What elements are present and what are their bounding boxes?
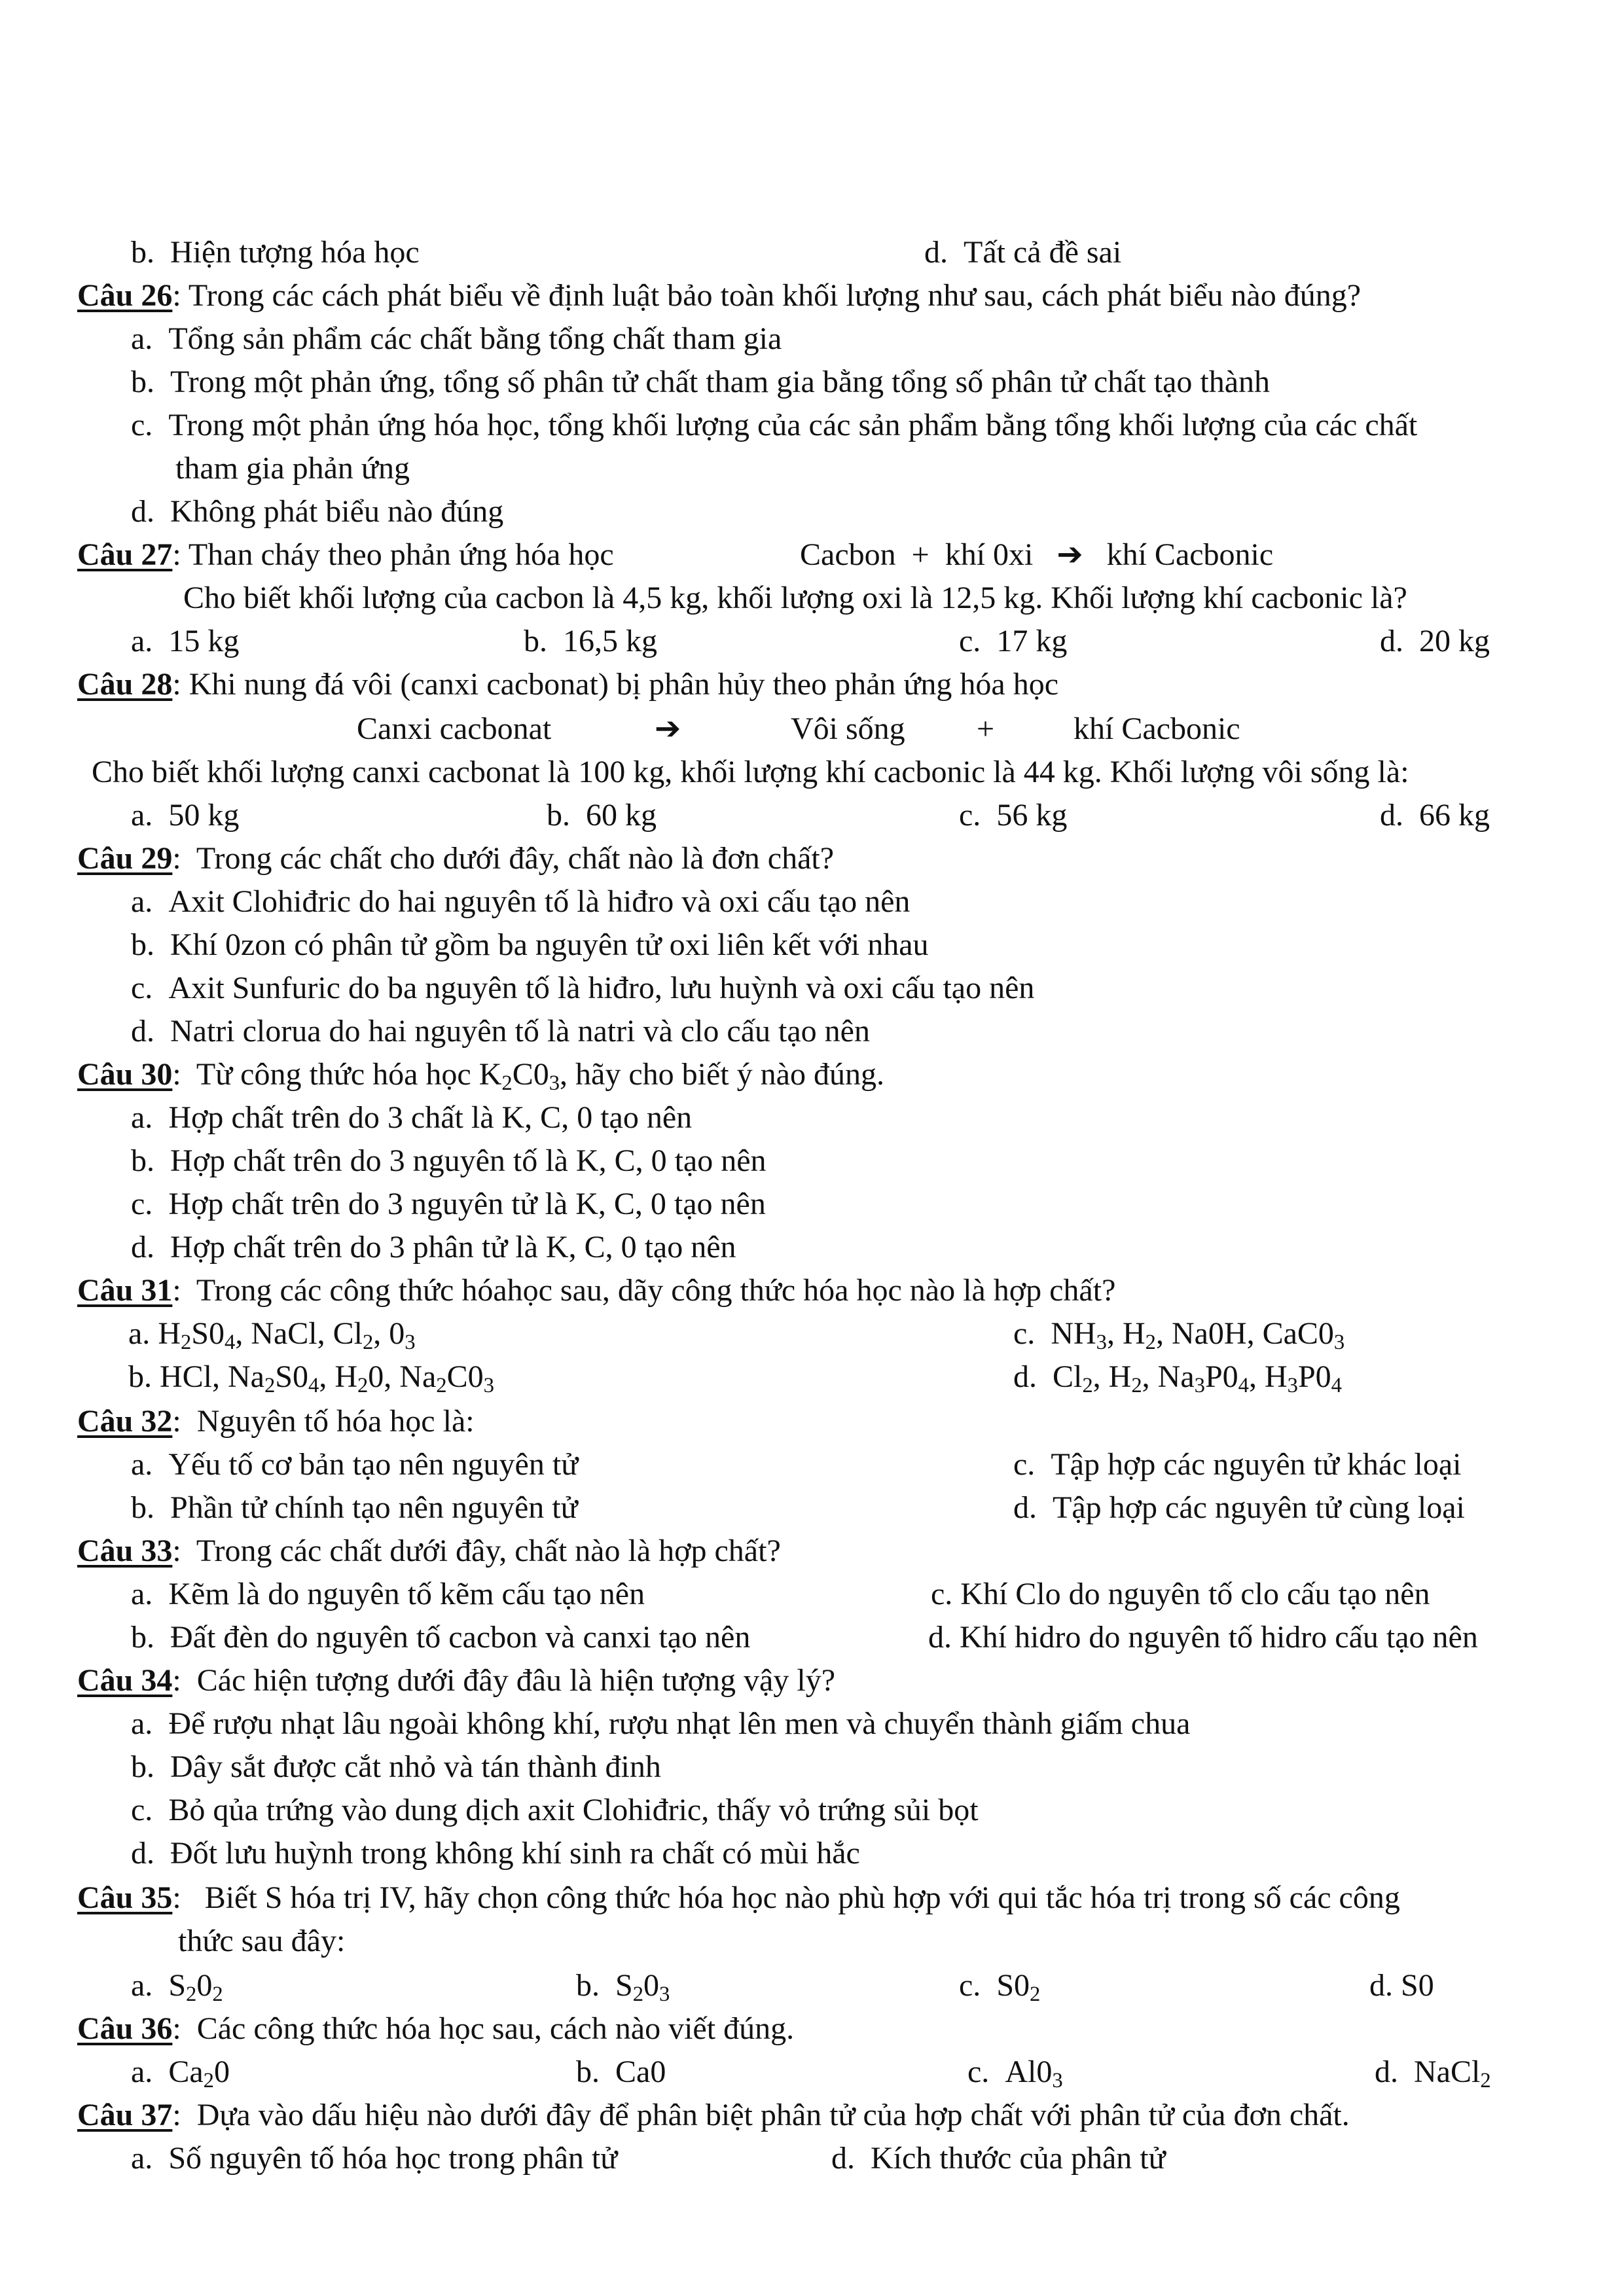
- question-text: : Từ công thức hóa học K: [172, 1057, 502, 1092]
- option-text: Hợp chất trên do 3 chất là K, C, 0 tạo nên: [168, 1100, 693, 1135]
- option-letter: a.: [131, 2141, 153, 2176]
- formula-part: , Na0H, CaC0: [1155, 1316, 1334, 1351]
- q29-option-b: [131, 929, 929, 961]
- q32-question: [77, 1406, 475, 1437]
- option-letter: b.: [131, 1749, 154, 1784]
- equation-product: Vôi sống: [791, 711, 905, 746]
- q34-option-c: [131, 1795, 979, 1826]
- q30-option-a: [131, 1102, 692, 1134]
- option-letter: b.: [131, 1490, 154, 1525]
- q30-option-b: [131, 1145, 767, 1177]
- subscript: 2: [436, 1374, 447, 1398]
- subscript: 4: [1238, 1374, 1249, 1398]
- q33-option-c: [931, 1579, 1430, 1610]
- question-label: Câu 26: [77, 278, 173, 313]
- option-text: Hợp chất trên do 3 nguyên tố là K, C, 0 tạo nên: [170, 1143, 767, 1178]
- option-letter: a.: [131, 321, 153, 356]
- formula-part: S0: [275, 1359, 308, 1394]
- equation-product: khí Cacbonic: [1106, 537, 1274, 572]
- q31-option-c: [1013, 1316, 1345, 1355]
- question-label: Câu 35: [77, 1880, 173, 1915]
- q28-option-b: [547, 800, 657, 831]
- q33-option-b: [131, 1622, 750, 1653]
- option-text: 16,5 kg: [563, 624, 657, 658]
- option-text: Tổng sản phẩm các chất bằng tổng chất tham gia: [168, 321, 782, 356]
- q35-option-b: [576, 1968, 670, 2007]
- formula-part: C0: [446, 1359, 484, 1394]
- option-letter: b.: [128, 1359, 152, 1394]
- option-letter: a.: [131, 798, 153, 833]
- subscript: 2: [1030, 1982, 1041, 2007]
- option-letter: d.: [131, 1230, 154, 1265]
- q29-question: [77, 843, 834, 874]
- option-letter: c.: [131, 971, 153, 1005]
- option-text: 50 kg: [168, 798, 240, 833]
- formula-part: 0: [196, 1968, 213, 2003]
- subscript: 4: [225, 1331, 236, 1355]
- option-letter: d.: [1375, 2054, 1398, 2089]
- subscript: 2: [180, 1331, 192, 1355]
- option-letter: d.: [131, 1836, 154, 1871]
- q34-question: [77, 1665, 835, 1696]
- formula-part: Cl: [1053, 1359, 1083, 1394]
- question-label: Câu 30: [77, 1057, 173, 1092]
- q31-option-d: [1013, 1359, 1342, 1398]
- formula-part: , H: [1092, 1359, 1132, 1394]
- formula-part: , H: [1248, 1359, 1288, 1394]
- question-label: Câu 27: [77, 537, 173, 572]
- subscript: 3: [659, 1982, 670, 2007]
- q35-option-a: [131, 1968, 223, 2007]
- formula-part: S0: [996, 1968, 1030, 2003]
- q28-eq-product-2: [1074, 713, 1240, 745]
- q27-equation: [800, 539, 1273, 571]
- option-text: Tập hợp các nguyên tử cùng loại: [1053, 1490, 1465, 1525]
- option-letter: a.: [131, 1577, 153, 1611]
- option-text: Hợp chất trên do 3 nguyên tử là K, C, 0 tạo nên: [168, 1187, 766, 1221]
- subscript: 3: [405, 1331, 416, 1355]
- q31-question: [77, 1275, 1115, 1306]
- option-letter: b.: [524, 624, 547, 658]
- question-label: Câu 36: [77, 2011, 173, 2046]
- q35-option-c: [959, 1968, 1041, 2007]
- q35-question-continued: [178, 1926, 345, 1957]
- q28-eq-reactant: [357, 713, 551, 745]
- option-letter: c.: [967, 2054, 990, 2089]
- option-letter: c.: [131, 408, 153, 442]
- formula-part: H: [158, 1316, 181, 1351]
- option-letter: d.: [1013, 1490, 1037, 1525]
- subscript: 4: [1331, 1374, 1342, 1398]
- option-text: Hiện tượng hóa học: [170, 235, 420, 270]
- q26-option-d: [131, 496, 503, 528]
- q28-eq-plus: [977, 713, 994, 745]
- question-text: : Biết S hóa trị IV, hãy chọn công thức hóa học nào phù hợp với qui tắc hóa trị trong số các công: [172, 1880, 1400, 1915]
- q31-option-a: [128, 1316, 416, 1355]
- formula-part: 0, Na: [368, 1359, 437, 1394]
- q32-option-d: [1013, 1492, 1465, 1524]
- q31-option-b: [128, 1359, 494, 1398]
- arrow-right-icon: [655, 713, 681, 745]
- q32-option-c: [1013, 1449, 1461, 1480]
- q35-question: [77, 1882, 1400, 1914]
- subscript: 3: [1096, 1331, 1107, 1355]
- subscript: 3: [1194, 1374, 1205, 1398]
- formula-part: 0: [643, 1968, 660, 2003]
- option-letter: d.: [131, 1014, 154, 1049]
- question-label: Câu 33: [77, 1534, 173, 1568]
- option-text: Kẽm là do nguyên tố kẽm cấu tạo nên: [168, 1577, 645, 1611]
- q32-option-a: [131, 1449, 578, 1480]
- q30-question: [77, 1057, 884, 1096]
- question-text: : Than cháy theo phản ứng hóa học: [172, 537, 614, 572]
- option-text: Đất đèn do nguyên tố cacbon và canxi tạo nên: [170, 1620, 751, 1655]
- subscript: 4: [308, 1374, 319, 1398]
- arrow-glyph: ➔: [655, 711, 681, 746]
- option-letter: d.: [924, 235, 948, 270]
- q33-question: [77, 1535, 781, 1567]
- option-letter: c.: [131, 1793, 153, 1827]
- subscript: 2: [1131, 1374, 1142, 1398]
- subscript: 2: [203, 2069, 214, 2093]
- q27-info: [183, 583, 1407, 614]
- option-text: Đốt lưu huỳnh trong không khí sinh ra chất có mùi hắc: [170, 1836, 860, 1871]
- q29-option-c: [131, 973, 1034, 1004]
- option-text: Yếu tố cơ bản tạo nên nguyên tử: [168, 1447, 579, 1482]
- option-text: Natri clorua do hai nguyên tố là natri và clo cấu tạo nên: [170, 1014, 870, 1049]
- subscript: 3: [483, 1374, 494, 1398]
- formula-part: Al0: [1005, 2054, 1053, 2089]
- formula-part: , H: [1106, 1316, 1146, 1351]
- subscript: 3: [1052, 2069, 1063, 2093]
- q26-option-c-continued: [175, 453, 410, 484]
- q27-option-d: [1380, 626, 1490, 657]
- subscript: 2: [632, 1982, 644, 2007]
- formula-part: , NaCl, Cl: [235, 1316, 363, 1351]
- q30-option-d: [131, 1232, 736, 1263]
- option-letter: d.: [131, 494, 154, 529]
- option-letter: c.: [959, 1968, 981, 2003]
- question-text: : Nguyên tố hóa học là:: [172, 1404, 475, 1439]
- q26-option-c: [131, 410, 1417, 441]
- q34-option-a: [131, 1708, 1190, 1740]
- option-text: Trong một phản ứng hóa học, tổng khối lượng của các sản phẩm bằng tổng khối lượng của các chất: [168, 408, 1418, 442]
- q37-option-d: [831, 2143, 1166, 2174]
- question-label: Câu 34: [77, 1663, 173, 1698]
- q25-option-d: [924, 237, 1121, 268]
- question-text: : Trong các cách phát biểu về định luật bảo toàn khối lượng như sau, cách phát biểu nào đúng?: [172, 278, 1361, 313]
- option-letter: a.: [131, 1706, 153, 1741]
- subscript: 2: [1480, 2069, 1491, 2093]
- q33-option-a: [131, 1579, 645, 1610]
- q28-option-a: [131, 800, 239, 831]
- option-text: 56 kg: [996, 798, 1068, 833]
- subscript: 3: [1287, 1374, 1298, 1398]
- subscript: 2: [1082, 1374, 1093, 1398]
- option-letter: b.: [547, 798, 570, 833]
- option-letter: a.: [128, 1316, 151, 1351]
- question-label: Câu 28: [77, 667, 173, 702]
- question-text: Cho biết khối lượng của cacbon là 4,5 kg, khối lượng oxi là 12,5 kg. Khối lượng khí cacbonic là?: [183, 581, 1407, 615]
- option-letter: a.: [131, 2054, 153, 2089]
- q27-option-a: [131, 626, 239, 657]
- option-text: Ca0: [615, 2054, 666, 2089]
- option-letter: c.: [959, 624, 981, 658]
- q28-option-c: [959, 800, 1067, 831]
- question-text: Cho biết khối lượng canxi cacbonat là 100 kg, khối lượng khí cacbonic là 44 kg. Khối lượng vôi sống là:: [92, 755, 1409, 789]
- formula-part: NH: [1051, 1316, 1096, 1351]
- option-letter: a.: [131, 884, 153, 919]
- q36-option-b: [576, 2056, 666, 2088]
- q28-info: [92, 757, 1409, 788]
- q26-option-b: [131, 367, 1270, 398]
- option-letter: b.: [576, 1968, 600, 2003]
- q30-option-c: [131, 1189, 766, 1220]
- question-text: thức sau đây:: [178, 1924, 346, 1958]
- formula-part: , 0: [373, 1316, 405, 1351]
- option-text: Hợp chất trên do 3 phân tử là K, C, 0 tạo nên: [170, 1230, 736, 1265]
- option-text: 17 kg: [996, 624, 1068, 658]
- q36-option-c: [967, 2054, 1063, 2093]
- formula-part: NaCl: [1414, 2054, 1481, 2089]
- option-letter: c.: [959, 798, 981, 833]
- option-text: 15 kg: [168, 624, 240, 658]
- arrow-right-icon: ➔: [1056, 537, 1083, 572]
- q25-option-b: [131, 237, 420, 268]
- option-text: 60 kg: [586, 798, 657, 833]
- question-text: : Khi nung đá vôi (canxi cacbonat) bị phân hủy theo phản ứng hóa học: [172, 667, 1059, 702]
- q35-option-d: [1369, 1970, 1434, 2001]
- question-label: Câu 31: [77, 1273, 173, 1308]
- question-label: Câu 29: [77, 841, 173, 876]
- q29-option-d: [131, 1016, 870, 1047]
- formula-part: S: [615, 1968, 633, 2003]
- subscript: 2: [212, 1982, 223, 2007]
- equation-product: khí Cacbonic: [1074, 711, 1240, 746]
- q26-question: [77, 280, 1361, 312]
- option-text: Khí 0zon có phân tử gồm ba nguyên tử oxi liên kết với nhau: [170, 927, 929, 962]
- option-text: d. Khí hidro do nguyên tố hidro cấu tạo nên: [928, 1620, 1478, 1655]
- q28-eq-product-1: [791, 713, 905, 745]
- q36-option-d: [1375, 2054, 1491, 2093]
- formula-part: C0: [512, 1057, 549, 1092]
- option-text: Tập hợp các nguyên tử khác loại: [1051, 1447, 1462, 1482]
- q33-option-d: [928, 1622, 1478, 1653]
- subscript: 2: [186, 1982, 197, 2007]
- option-letter: c.: [131, 1187, 153, 1221]
- option-text: Kích thước của phân tử: [871, 2141, 1166, 2176]
- option-text: Không phát biểu nào đúng: [170, 494, 504, 529]
- subscript: 2: [264, 1374, 276, 1398]
- subscript: 2: [362, 1331, 374, 1355]
- option-letter: d.: [1380, 798, 1403, 833]
- subscript: 2: [357, 1374, 369, 1398]
- q27-option-b: [524, 626, 657, 657]
- question-text: : Trong các chất cho dưới đây, chất nào là đơn chất?: [172, 841, 835, 876]
- q28-option-d: [1380, 800, 1490, 831]
- q36-option-a: [131, 2054, 230, 2093]
- option-letter: b.: [131, 927, 154, 962]
- option-letter: b.: [131, 365, 154, 399]
- question-text: , hãy cho biết ý nào đúng.: [560, 1057, 884, 1092]
- formula-part: S: [168, 1968, 187, 2003]
- option-text: 20 kg: [1419, 624, 1490, 658]
- formula-part: , H: [319, 1359, 357, 1394]
- option-text: tham gia phản ứng: [175, 451, 410, 486]
- formula-part: S0: [191, 1316, 225, 1351]
- subscript: 2: [501, 1071, 513, 1096]
- option-letter: b.: [131, 1620, 154, 1655]
- question-text: : Trong các chất dưới đây, chất nào là hợp chất?: [172, 1534, 781, 1568]
- q27-question: [77, 539, 614, 571]
- option-text: Số nguyên tố hóa học trong phân tử: [168, 2141, 618, 2176]
- q37-question: [77, 2100, 1350, 2131]
- option-text: 66 kg: [1419, 798, 1490, 833]
- option-letter: c.: [1013, 1316, 1036, 1351]
- plus-sign: +: [977, 711, 995, 746]
- question-text: : Dựa vào dấu hiệu nào dưới đây để phân biệt phân tử của hợp chất với phân tử của đơn chất.: [172, 2098, 1350, 2132]
- option-text: Dây sắt được cắt nhỏ và tán thành đinh: [170, 1749, 661, 1784]
- option-letter: d.: [831, 2141, 855, 2176]
- option-text: Axit Clohiđric do hai nguyên tố là hiđro và oxi cấu tạo nên: [168, 884, 911, 919]
- formula-part: Ca: [168, 2054, 204, 2089]
- q28-question: [77, 669, 1058, 700]
- formula-part: P0: [1297, 1359, 1331, 1394]
- equation-reactants: Cacbon + khí 0xi: [800, 537, 1034, 572]
- q37-option-a: [131, 2143, 617, 2174]
- q34-option-b: [131, 1751, 661, 1783]
- question-text: : Các công thức hóa học sau, cách nào viết đúng.: [172, 2011, 795, 2046]
- subscript: 3: [549, 1071, 560, 1096]
- question-text: : Các hiện tượng dưới đây đâu là hiện tượng vậy lý?: [172, 1663, 835, 1698]
- option-letter: a.: [131, 1968, 153, 2003]
- option-letter: a.: [131, 1100, 153, 1135]
- option-letter: b.: [131, 1143, 154, 1178]
- option-text: Phần tử chính tạo nên nguyên tử: [170, 1490, 578, 1525]
- option-text: Để rượu nhạt lâu ngoài không khí, rượu nhạt lên men và chuyển thành giấm chua: [168, 1706, 1191, 1741]
- option-letter: d.: [1380, 624, 1403, 658]
- option-text: d. S0: [1369, 1968, 1434, 2003]
- option-text: Trong một phản ứng, tổng số phân tử chất tham gia bằng tổng số phân tử chất tạo thành: [170, 365, 1271, 399]
- option-text: c. Khí Clo do nguyên tố clo cấu tạo nên: [931, 1577, 1430, 1611]
- option-letter: a.: [131, 624, 153, 658]
- question-label: Câu 32: [77, 1404, 173, 1439]
- formula-part: HCl, Na: [160, 1359, 264, 1394]
- option-letter: c.: [1013, 1447, 1036, 1482]
- q34-option-d: [131, 1838, 860, 1869]
- q29-option-a: [131, 886, 910, 918]
- question-label: Câu 37: [77, 2098, 173, 2132]
- option-letter: d.: [1013, 1359, 1037, 1394]
- option-letter: a.: [131, 1447, 153, 1482]
- option-text: Axit Sunfuric do ba nguyên tố là hiđro, lưu huỳnh và oxi cấu tạo nên: [168, 971, 1035, 1005]
- option-text: Bỏ qủa trứng vào dung dịch axit Clohiđric, thấy vỏ trứng sủi bọt: [168, 1793, 979, 1827]
- q27-option-c: [959, 626, 1067, 657]
- q32-option-b: [131, 1492, 578, 1524]
- q26-option-a: [131, 323, 782, 355]
- equation-reactant: Canxi cacbonat: [357, 711, 552, 746]
- option-letter: b.: [131, 235, 154, 270]
- question-text: : Trong các công thức hóahọc sau, dãy công thức hóa học nào là hợp chất?: [172, 1273, 1116, 1308]
- option-text: Tất cả đề sai: [964, 235, 1122, 270]
- option-letter: b.: [576, 2054, 600, 2089]
- q36-question: [77, 2013, 794, 2045]
- formula-part: 0: [213, 2054, 230, 2089]
- subscript: 3: [1333, 1331, 1345, 1355]
- formula-part: P0: [1204, 1359, 1238, 1394]
- formula-part: , Na: [1142, 1359, 1195, 1394]
- subscript: 2: [1145, 1331, 1156, 1355]
